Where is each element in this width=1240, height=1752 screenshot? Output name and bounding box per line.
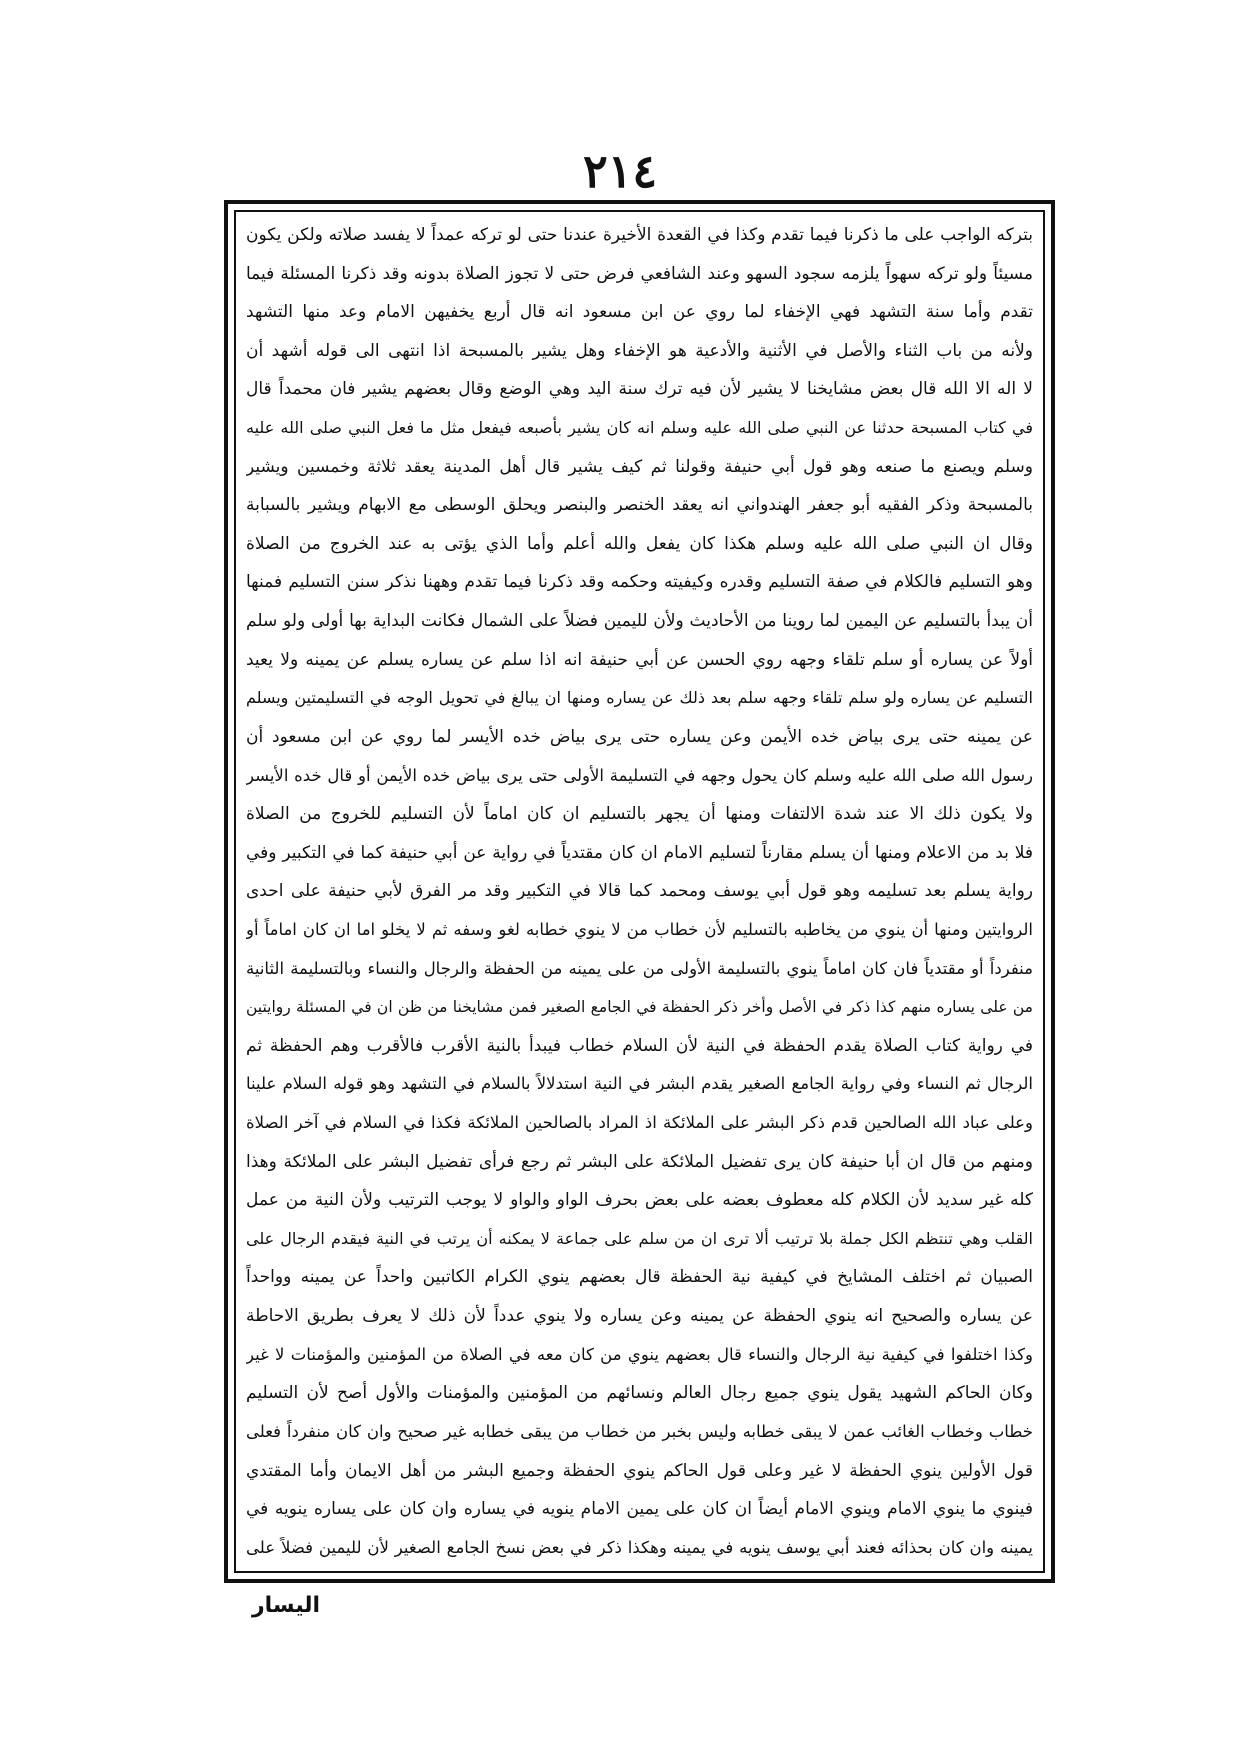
text-line: التسليم عن يساره ولو سلم تلقاء وجهه سلم بعد ذلك عن يساره ومنها ان يبالغ في تحويل الوجه في التسليمتين ويسلم (246, 688, 1033, 708)
text-line: في كتاب المسبحة حدثنا عن النبي صلى الله عليه وسلم انه كان يشير بأصبعه فيفعل مثل ما فعل النبي صلى الله عليه (246, 418, 1033, 438)
text-line: من على يساره منهم كذا ذكر في الأصل وأخر ذكر الحفظة في الجامع الصغير فمن مشايخنا من ظن ان في المسئلة روايتين (246, 998, 1033, 1017)
body-text (240, 216, 1039, 1567)
text-line: يمينه وان كان بحذائه فعند أبي يوسف ينويه في يمينه وهكذا ذكر في بعض نسخ الجامع الصغير لأن لليمين فضلاً على (246, 1537, 1033, 1557)
text-line: مسيئاً ولو تركه سهواً يلزمه سجود السهو وعند الشافعي فرض حتى لا تجوز الصلاة بدونه وقد ذكرنا المسئلة فيما (246, 263, 1033, 284)
text-line: لا اله الا الله قال بعض مشايخنا لا يشير لأن فيه ترك سنة اليد وهي الوضع وقال بعضهم يشير فان محمداً قال (246, 379, 1033, 400)
text-line: بالمسبحة وذكر الفقيه أبو جعفر الهندواني انه يعقد الخنصر والبنصر ويحلق الوسطى مع الابهام ويشير بالسبابة (246, 495, 1033, 516)
text-line: بتركه الواجب على ما ذكرنا فيما تقدم وكذا في القعدة الأخيرة عندنا حتى لو تركه عمداً لا يفسد صلاته ولكن يكون (246, 225, 1033, 245)
text-line: الصبيان ثم اختلف المشايخ في كيفية نية الحفظة قال بعضهم ينوي الكرام الكاتبين واحداً عن يمينه وواحداً (246, 1267, 1033, 1288)
text-line: الروايتين ومنها أن ينوي من يخاطبه بالتسليم لأن خطاب من لا ينوي خطابه لغو وسفه ثم لا يخلو اما ان كان اماماً أو (246, 919, 1033, 939)
text-line: خطاب وخطاب الغائب عمن لا يبقى خطابه وليس بخبر من خطاب من يبقى خطابه غير صحيح وان كان منفرداً فعلى (246, 1421, 1033, 1441)
text-line: في رواية كتاب الصلاة يقدم الحفظة في النية لأن السلام خطاب فيبدأ بالنية الأقرب فالأقرب وهم الحفظة ثم (246, 1035, 1033, 1056)
text-line: فينوي ما ينوي الامام وينوي الامام أيضاً ان كان على يمين الامام ينويه في يساره وان كان على يساره ينويه في (246, 1499, 1033, 1520)
text-line: عن يمينه حتى يرى بياض خده الأيمن وعن يساره حتى يرى بياض خده الأيسر لما روي عن ابن مسعود أن (246, 726, 1033, 747)
text-line: ولا يكون ذلك الا عند شدة الالتفات ومنها أن يجهر بالتسليم ان كان اماماً لأن التسليم للخروج من الصلاة (246, 804, 1033, 825)
text-line: أن يبدأ بالتسليم عن اليمين لما روينا من الأحاديث ولأن لليمين فضلاً على الشمال فكانت البداية بها أولى ولو سلم (246, 611, 1033, 632)
text-line: فلا بد من الاعلام ومنها أن يسلم مقارناً لتسليم الامام ان كان مقتدياً في رواية عن أبي حنيفة كما في التكبير وفي (246, 842, 1033, 863)
text-line: كله غير سديد لأن الكلام كله معطوف بعضه على بعض بحرف الواو والواو لا يوجب الترتيب ولأن النية من عمل (246, 1190, 1033, 1211)
text-line: وعلى عباد الله الصالحين قدم ذكر البشر على الملائكة اذ المراد بالصالحين الملائكة فكذا في السلام في آخر الصلاة (246, 1113, 1033, 1133)
text-line: وكان الحاكم الشهيد يقول ينوي جميع رجال العالم ونسائهم من المؤمنين والمؤمنات والأول أصح لأن التسليم (246, 1383, 1033, 1404)
text-line: الرجال ثم النساء وفي رواية الجامع الصغير يقدم البشر في النية استدلالاً بالسلام في التشهد وهو قوله السلام علينا (246, 1074, 1033, 1094)
text-line: ومنهم من قال ان أبا حنيفة كان يرى تفضيل الملائكة على البشر ثم رجع فرأى تفضيل البشر على الملائكة وهذا (246, 1151, 1033, 1172)
text-line: قول الأولين ينوي الحفظة لا غير وعلى قول الحاكم ينوي الحفظة وجميع البشر من أهل الايمان وأما المقتدي (246, 1460, 1033, 1481)
text-line: ولأنه من باب الثناء والأصل في الأثنية والأدعية هو الإخفاء وهل يشير بالمسبحة اذا انتهى الى قوله أشهد أن (246, 340, 1033, 361)
catchword: اليسار (252, 1593, 321, 1618)
text-line: رواية يسلم بعد تسليمه وهو قول أبي يوسف ومحمد كما قالا في التكبير وقد مر الفرق لأبي حنيفة على احدى (246, 881, 1033, 902)
text-line: عن يساره والصحيح انه ينوي الحفظة عن يمينه وعن يساره ولا ينوي عدداً لأن ذلك لا يعرف بطريق الاحاطة (246, 1306, 1033, 1327)
page-number: ٢١٤ (582, 144, 658, 198)
text-line: وسلم ويصنع ما صنعه وهو قول أبي حنيفة وقولنا ثم كيف يشير قال أهل المدينة يعقد ثلاثة وخمسين ويشير (246, 456, 1033, 477)
text-line: وهو التسليم فالكلام في صفة التسليم وقدره وكيفيته وحكمه وقد ذكرنا فيما تقدم وههنا نذكر سنن التسليم فمنها (246, 572, 1033, 593)
text-line: منفرداً أو مقتدياً فان كان اماماً ينوي بالتسليمة الأولى من على يمينه من الحفظة والرجال والنساء وبالتسليمة الثانية (246, 958, 1033, 978)
text-line: أولاً عن يساره أو سلم تلقاء وجهه روي الحسن عن أبي حنيفة انه اذا سلم عن يساره يسلم عن يمينه ولا يعيد (246, 649, 1033, 670)
text-line: رسول الله صلى الله عليه وسلم كان يحول وجهه في التسليمة الأولى حتى يرى بياض خده الأيمن أو قال خده الأيسر (246, 765, 1033, 785)
text-line: تقدم وأما سنة التشهد فهي الإخفاء لما روي عن ابن مسعود انه قال أربع يخفيهن الامام وعد منها التشهد (246, 302, 1033, 323)
text-line: القلب وهي تنتظم الكل جملة بلا ترتيب ألا ترى ان من سلم على جماعة لا يمكنه أن يرتب في النية فيقدم الرجال على (246, 1228, 1033, 1248)
text-line: وقال ان النبي صلى الله عليه وسلم هكذا كان يفعل والله أعلم وأما الذي يؤتى به عند الخروج من الصلاة (246, 533, 1033, 554)
text-line: وكذا اختلفوا في كيفية نية الرجال والنساء قال بعضهم ينوي من كان معه في الصلاة من المؤمنين والمؤمنات لا غير (246, 1344, 1033, 1364)
